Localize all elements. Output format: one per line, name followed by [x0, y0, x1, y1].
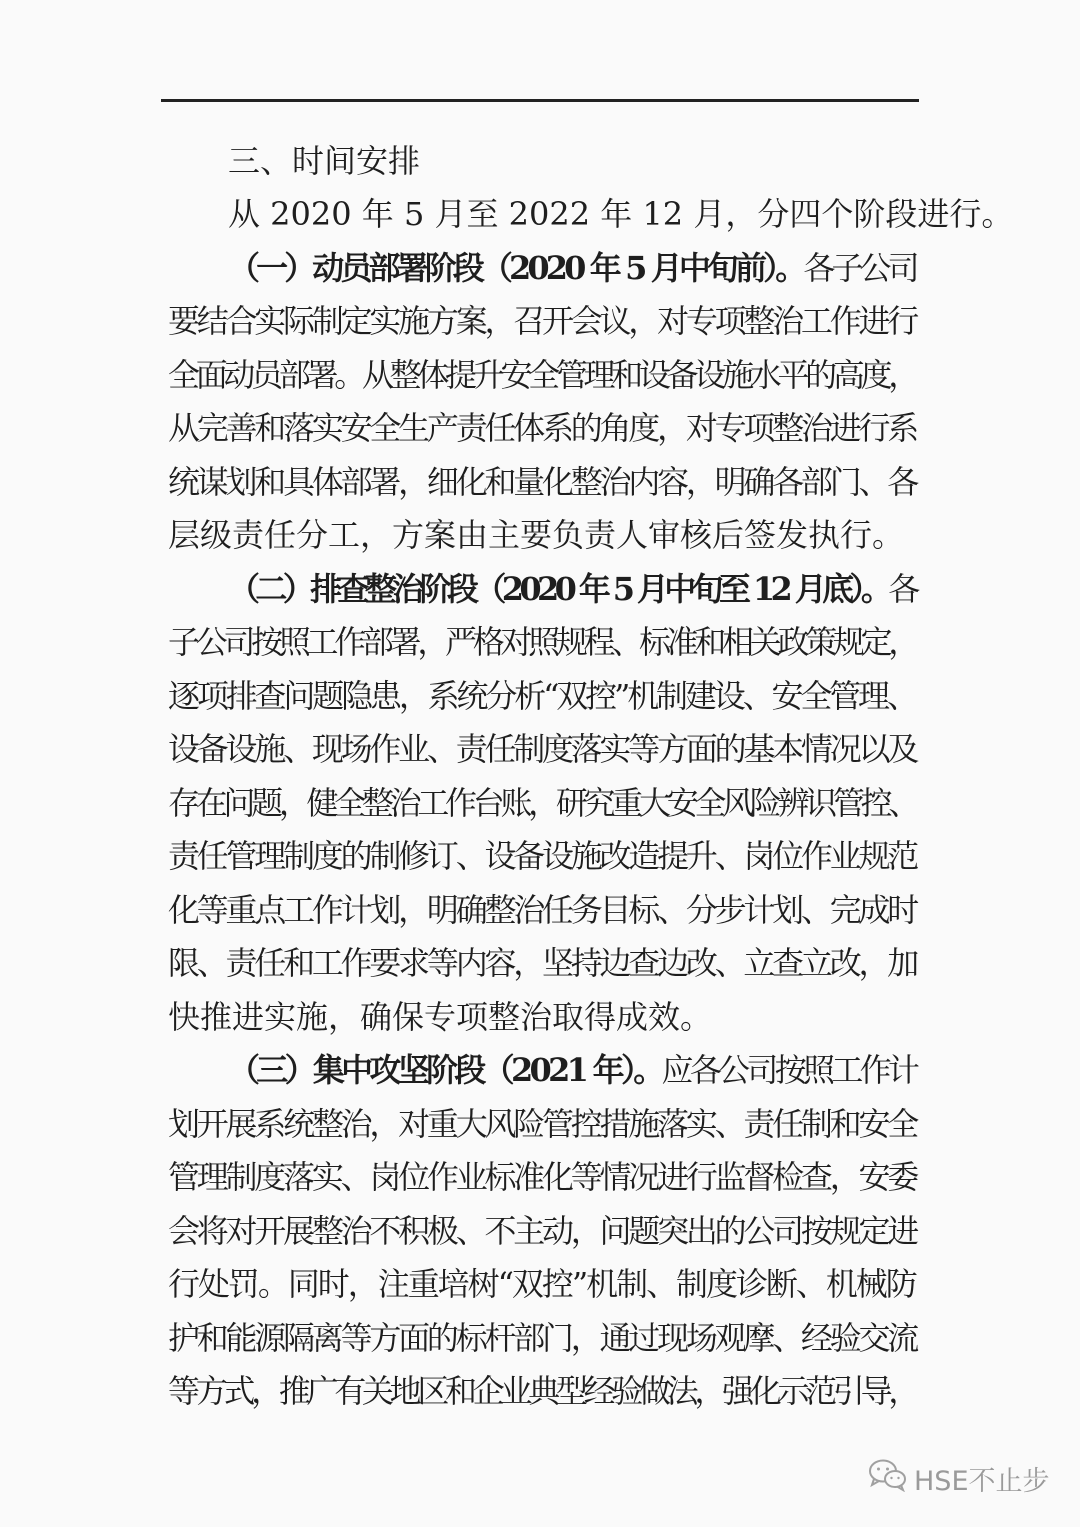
section-2-line: 存在问题，健全整治工作台账，研究重大安全风险辨识管控、 [168, 784, 917, 822]
section-3-line: 护和能源隔离等方面的标杆部门，通过现场观摩、经验交流 [168, 1319, 917, 1357]
section-3-line: 行处罚。同时，注重培树“双控”机制、制度诊断、机械防 [168, 1265, 916, 1303]
section-3-line: 等方式，推广有关地区和企业典型经验做法，强化示范引导， [168, 1372, 917, 1410]
section-2-line: 限、责任和工作要求等内容，坚持边查边改、立查立改，加 [168, 944, 917, 982]
section-1-first-line [228, 249, 916, 287]
section-2-first-line [228, 570, 916, 608]
section-1-line: 从完善和落实安全生产责任体系的角度，对专项整治进行系 [168, 409, 917, 447]
section-2-line: 快推进实施，确保专项整治取得成效。 [168, 998, 713, 1036]
section-3-line: 划开展系统整治，对重大风险管控措施落实、责任制和安全 [168, 1105, 917, 1143]
section-2-title: （二）排查整治阶段（2020 年 5 月中旬至 12 月底）。 [228, 570, 889, 608]
section-2-line: 子公司按照工作部署，严格对照规程、标准和相关政策规定， [168, 623, 917, 661]
section-heading: 三、时间安排 [228, 142, 421, 180]
section-3-line: 会将对开展整治不积极、不主动，问题突出的公司按规定进 [168, 1212, 917, 1250]
wechat-icon [868, 1458, 906, 1499]
section-2-line: 化等重点工作计划，明确整治任务目标、分步计划、完成时 [168, 891, 917, 929]
header-rule [161, 99, 919, 102]
section-1-line: 层级责任分工，方案由主要负责人审核后签发执行。 [168, 516, 905, 554]
section-1-line: 全面动员部署。从整体提升安全管理和设备设施水平的高度， [168, 356, 917, 394]
section-1-first-text: 各子公司 [803, 249, 916, 287]
section-2-line: 设备设施、现场作业、责任制度落实等方面的基本情况以及 [168, 730, 917, 768]
section-1-line: 要结合实际制定实施方案，召开会议，对专项整治工作进行 [168, 302, 917, 340]
section-3-title: （三）集中攻坚阶段（2021 年）。 [228, 1051, 662, 1089]
section-2-line: 逐项排查问题隐患，系统分析“双控”机制建设、安全管理、 [168, 677, 916, 715]
watermark [868, 1458, 1050, 1498]
section-1-title: （一）动员部署阶段（2020 年 5 月中旬前）。 [228, 249, 804, 287]
section-2-line: 责任管理制度的制修订、设备设施改造提升、岗位作业规范 [168, 837, 917, 875]
section-1-line: 统谋划和具体部署，细化和量化整治内容，明确各部门、各 [168, 463, 917, 501]
watermark-text: HSE不止步 [914, 1465, 1050, 1497]
section-3-line: 管理制度落实、岗位作业标准化等情况进行监督检查，安委 [168, 1158, 917, 1196]
section-3-first-text: 应各公司按照工作计 [661, 1051, 917, 1089]
section-2-first-text: 各 [888, 570, 916, 608]
section-3-first-line [228, 1051, 917, 1089]
intro-paragraph: 从 2020 年 5 月至 2022 年 12 月，分四个阶段进行。 [228, 195, 1014, 233]
